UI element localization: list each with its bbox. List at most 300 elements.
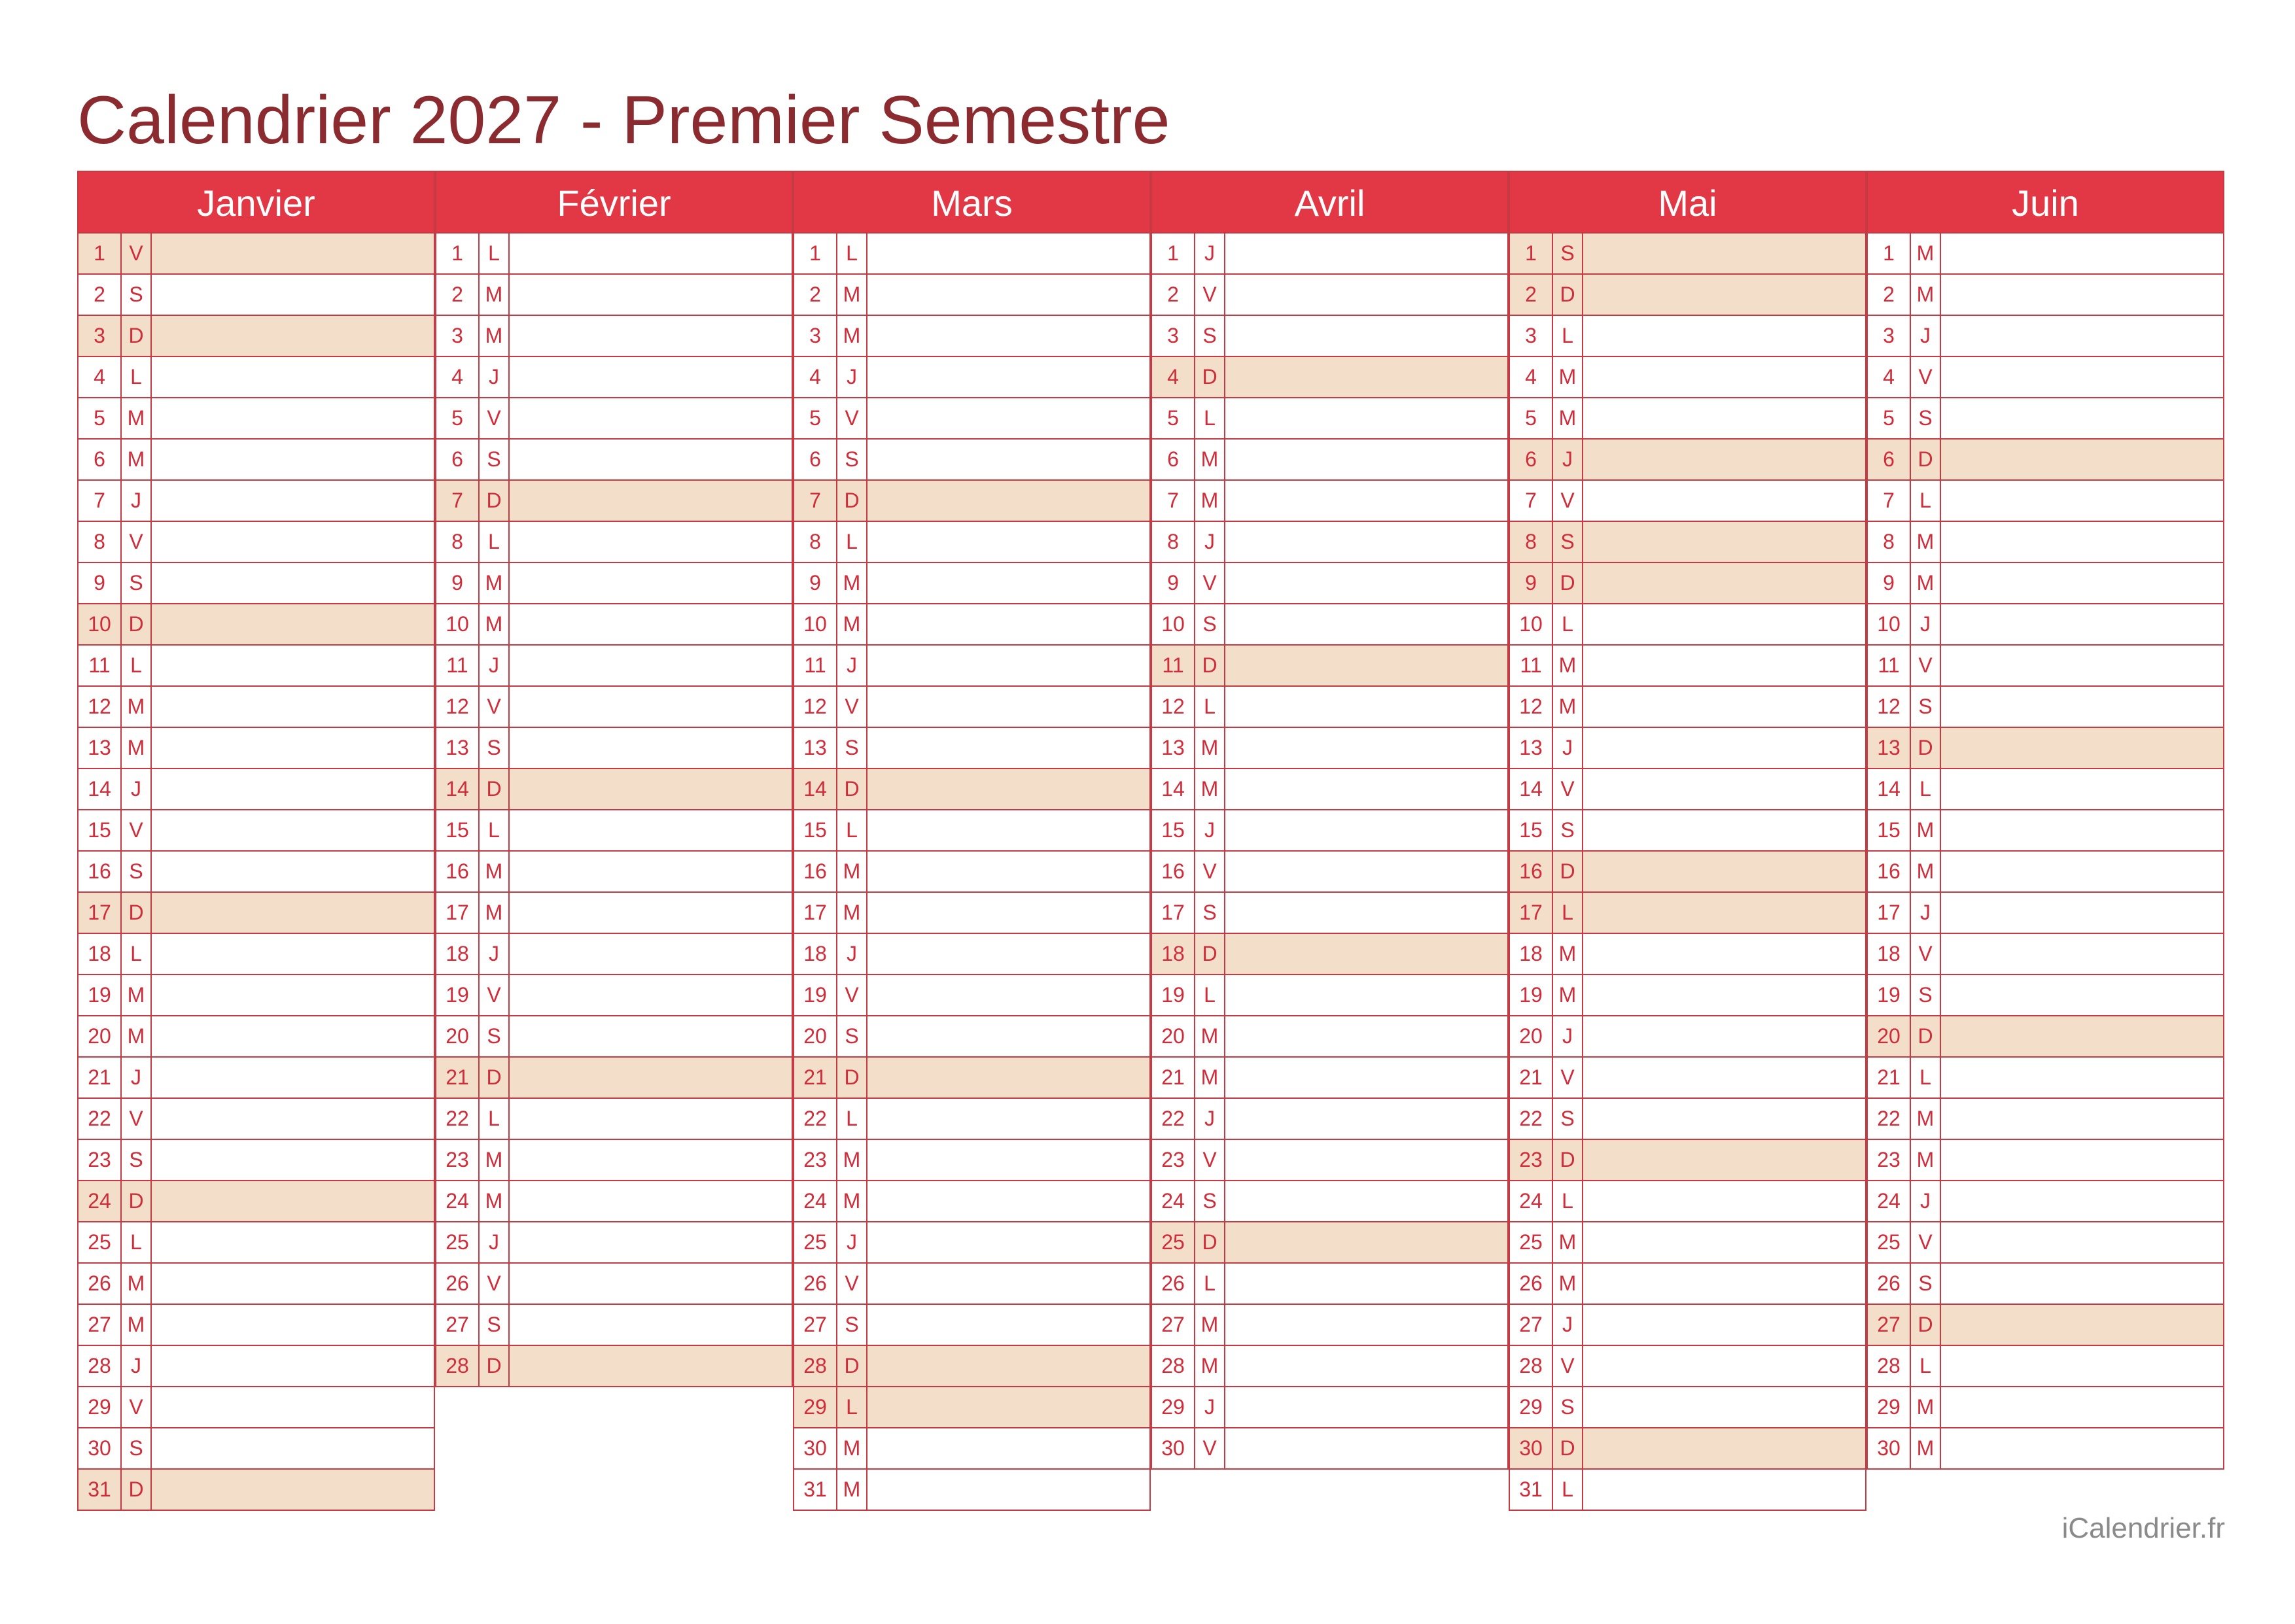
day-number: 10 xyxy=(794,604,837,644)
day-notes-cell xyxy=(152,1264,434,1304)
day-number: 1 xyxy=(794,233,837,273)
day-number: 27 xyxy=(1868,1305,1911,1345)
day-notes-cell xyxy=(1583,728,1865,768)
weekday-letter: S xyxy=(1553,522,1583,562)
weekday-letter: D xyxy=(122,1470,152,1510)
day-row xyxy=(1151,1264,1509,1305)
weekday-letter: V xyxy=(1195,852,1225,891)
day-row xyxy=(793,440,1151,481)
day-notes-cell xyxy=(867,728,1149,768)
day-number: 25 xyxy=(1510,1222,1553,1262)
day-notes-cell xyxy=(510,1222,792,1262)
day-number: 27 xyxy=(1510,1305,1553,1345)
weekday-letter: L xyxy=(480,233,510,273)
day-number: 30 xyxy=(1510,1428,1553,1468)
day-number: 22 xyxy=(79,1099,122,1139)
weekday-letter: M xyxy=(1195,1305,1225,1345)
day-row xyxy=(1866,975,2224,1016)
day-notes-cell xyxy=(1941,1428,2223,1468)
day-row xyxy=(1151,934,1509,975)
weekday-letter: M xyxy=(1195,440,1225,479)
weekday-letter: L xyxy=(1553,1470,1583,1510)
day-number: 13 xyxy=(1510,728,1553,768)
day-number: 14 xyxy=(794,769,837,809)
day-notes-cell xyxy=(1941,934,2223,974)
day-notes-cell xyxy=(510,522,792,562)
day-number: 23 xyxy=(79,1140,122,1180)
day-notes-cell xyxy=(1225,1222,1507,1262)
day-row xyxy=(1509,852,1866,893)
day-number: 27 xyxy=(436,1305,480,1345)
day-number: 8 xyxy=(436,522,480,562)
month-header: Février xyxy=(435,171,793,233)
day-number: 3 xyxy=(1868,316,1911,356)
day-notes-cell xyxy=(1583,275,1865,315)
day-number: 5 xyxy=(1510,398,1553,438)
day-number: 24 xyxy=(1152,1181,1195,1221)
day-row xyxy=(1866,604,2224,646)
day-row xyxy=(77,975,435,1016)
day-notes-cell xyxy=(1583,398,1865,438)
day-number: 20 xyxy=(1510,1016,1553,1056)
day-notes-cell xyxy=(152,1305,434,1345)
weekday-letter: S xyxy=(122,563,152,603)
weekday-letter: V xyxy=(1553,481,1583,521)
day-row xyxy=(435,1222,793,1264)
day-row xyxy=(1866,398,2224,440)
day-notes-cell xyxy=(152,275,434,315)
weekday-letter: M xyxy=(1911,1099,1941,1139)
day-row xyxy=(793,1470,1151,1511)
day-notes-cell xyxy=(867,975,1149,1015)
weekday-letter: J xyxy=(1911,1181,1941,1221)
day-number: 19 xyxy=(1152,975,1195,1015)
day-row xyxy=(1151,1058,1509,1099)
day-notes-cell xyxy=(1583,934,1865,974)
day-number: 30 xyxy=(79,1428,122,1468)
day-number: 19 xyxy=(79,975,122,1015)
weekday-letter: V xyxy=(480,975,510,1015)
day-number: 7 xyxy=(79,481,122,521)
day-number: 18 xyxy=(436,934,480,974)
day-row xyxy=(1509,1264,1866,1305)
day-notes-cell xyxy=(1583,1140,1865,1180)
day-notes-cell xyxy=(152,440,434,479)
day-row xyxy=(77,233,435,275)
weekday-letter: S xyxy=(1553,810,1583,850)
day-row xyxy=(435,1346,793,1387)
day-row xyxy=(77,852,435,893)
day-notes-cell xyxy=(510,1140,792,1180)
day-number: 31 xyxy=(79,1470,122,1510)
weekday-letter: M xyxy=(1553,687,1583,727)
day-notes-cell xyxy=(867,522,1149,562)
day-number: 5 xyxy=(1868,398,1911,438)
day-notes-cell xyxy=(510,687,792,727)
day-notes-cell xyxy=(867,1222,1149,1262)
day-number: 3 xyxy=(794,316,837,356)
day-number: 16 xyxy=(79,852,122,891)
day-number: 18 xyxy=(1868,934,1911,974)
day-row xyxy=(1509,769,1866,810)
day-number: 17 xyxy=(794,893,837,933)
day-row xyxy=(1151,1387,1509,1428)
day-number: 11 xyxy=(1868,646,1911,685)
day-number: 13 xyxy=(1152,728,1195,768)
day-number: 19 xyxy=(436,975,480,1015)
day-number: 4 xyxy=(1510,357,1553,397)
weekday-letter: L xyxy=(1911,769,1941,809)
weekday-letter: V xyxy=(1911,357,1941,397)
day-row xyxy=(77,1058,435,1099)
day-row xyxy=(793,1305,1151,1346)
weekday-letter: M xyxy=(1553,1264,1583,1304)
weekday-letter: S xyxy=(837,440,867,479)
weekday-letter: M xyxy=(837,563,867,603)
day-row xyxy=(1866,1140,2224,1181)
weekday-letter: S xyxy=(837,1305,867,1345)
weekday-letter: S xyxy=(480,728,510,768)
day-number: 30 xyxy=(1868,1428,1911,1468)
day-row xyxy=(793,1222,1151,1264)
day-notes-cell xyxy=(1583,975,1865,1015)
day-notes-cell xyxy=(1941,604,2223,644)
day-row xyxy=(435,1058,793,1099)
day-number: 13 xyxy=(794,728,837,768)
day-notes-cell xyxy=(152,769,434,809)
weekday-letter: L xyxy=(122,357,152,397)
day-row xyxy=(793,1428,1151,1470)
weekday-letter: V xyxy=(1553,1058,1583,1097)
day-notes-cell xyxy=(1941,893,2223,933)
day-row xyxy=(77,1181,435,1222)
day-number: 12 xyxy=(794,687,837,727)
day-number: 17 xyxy=(1868,893,1911,933)
weekday-letter: J xyxy=(837,934,867,974)
day-row xyxy=(1151,563,1509,604)
day-notes-cell xyxy=(1583,316,1865,356)
day-number: 9 xyxy=(794,563,837,603)
day-row xyxy=(1151,398,1509,440)
day-number: 17 xyxy=(79,893,122,933)
day-notes-cell xyxy=(1583,1264,1865,1304)
day-row xyxy=(435,934,793,975)
weekday-letter: M xyxy=(1553,1222,1583,1262)
weekday-letter: V xyxy=(837,1264,867,1304)
day-notes-cell xyxy=(867,440,1149,479)
day-notes-cell xyxy=(510,1099,792,1139)
weekday-letter: V xyxy=(1195,1428,1225,1468)
weekday-letter: M xyxy=(837,275,867,315)
weekday-letter: J xyxy=(1553,1016,1583,1056)
day-row xyxy=(1866,1181,2224,1222)
weekday-letter: D xyxy=(837,769,867,809)
day-number: 5 xyxy=(1152,398,1195,438)
day-notes-cell xyxy=(1941,1181,2223,1221)
day-notes-cell xyxy=(510,646,792,685)
day-notes-cell xyxy=(867,481,1149,521)
day-number: 10 xyxy=(1510,604,1553,644)
day-notes-cell xyxy=(1583,1181,1865,1221)
weekday-letter: S xyxy=(480,440,510,479)
day-number: 30 xyxy=(794,1428,837,1468)
weekday-letter: V xyxy=(480,1264,510,1304)
day-number: 25 xyxy=(79,1222,122,1262)
day-notes-cell xyxy=(152,522,434,562)
day-number: 26 xyxy=(79,1264,122,1304)
weekday-letter: M xyxy=(837,604,867,644)
day-number: 22 xyxy=(1868,1099,1911,1139)
weekday-letter: D xyxy=(480,481,510,521)
day-number: 16 xyxy=(1868,852,1911,891)
day-number: 9 xyxy=(1510,563,1553,603)
day-number: 9 xyxy=(436,563,480,603)
day-number: 21 xyxy=(1868,1058,1911,1097)
day-notes-cell xyxy=(1941,975,2223,1015)
weekday-letter: M xyxy=(1195,481,1225,521)
day-notes-cell xyxy=(1583,563,1865,603)
weekday-letter: L xyxy=(122,1222,152,1262)
day-notes-cell xyxy=(1583,852,1865,891)
day-number: 10 xyxy=(79,604,122,644)
day-notes-cell xyxy=(1941,522,2223,562)
day-number: 21 xyxy=(1510,1058,1553,1097)
day-notes-cell xyxy=(152,728,434,768)
day-row xyxy=(1866,1222,2224,1264)
day-notes-cell xyxy=(1225,275,1507,315)
weekday-letter: L xyxy=(480,522,510,562)
day-number: 13 xyxy=(1868,728,1911,768)
day-row xyxy=(1151,1140,1509,1181)
day-row xyxy=(1866,1099,2224,1140)
day-row xyxy=(435,1016,793,1058)
day-notes-cell xyxy=(1225,398,1507,438)
weekday-letter: L xyxy=(1553,1181,1583,1221)
day-number: 26 xyxy=(794,1264,837,1304)
weekday-letter: J xyxy=(1195,1387,1225,1427)
day-row xyxy=(1509,1181,1866,1222)
weekday-letter: M xyxy=(837,852,867,891)
day-row xyxy=(77,893,435,934)
day-notes-cell xyxy=(1225,563,1507,603)
day-notes-cell xyxy=(1583,440,1865,479)
day-notes-cell xyxy=(1225,440,1507,479)
day-number: 4 xyxy=(436,357,480,397)
weekday-letter: M xyxy=(1553,646,1583,685)
weekday-letter: M xyxy=(480,893,510,933)
day-number: 28 xyxy=(1510,1346,1553,1386)
weekday-letter: V xyxy=(1911,1222,1941,1262)
day-notes-cell xyxy=(867,934,1149,974)
weekday-letter: S xyxy=(1553,233,1583,273)
day-row xyxy=(435,233,793,275)
weekday-letter: L xyxy=(837,522,867,562)
day-number: 8 xyxy=(79,522,122,562)
day-row xyxy=(1509,398,1866,440)
day-number: 2 xyxy=(1152,275,1195,315)
day-row xyxy=(435,975,793,1016)
day-row xyxy=(1866,893,2224,934)
day-row xyxy=(77,1387,435,1428)
day-number: 6 xyxy=(1868,440,1911,479)
day-row xyxy=(77,357,435,398)
weekday-letter: S xyxy=(1195,1181,1225,1221)
day-number: 4 xyxy=(79,357,122,397)
day-number: 20 xyxy=(436,1016,480,1056)
day-notes-cell xyxy=(510,357,792,397)
weekday-letter: L xyxy=(1195,1264,1225,1304)
day-number: 29 xyxy=(79,1387,122,1427)
day-row xyxy=(435,1099,793,1140)
day-notes-cell xyxy=(1941,233,2223,273)
day-number: 24 xyxy=(1510,1181,1553,1221)
day-notes-cell xyxy=(1583,893,1865,933)
day-notes-cell xyxy=(1583,646,1865,685)
day-number: 21 xyxy=(79,1058,122,1097)
day-row xyxy=(77,398,435,440)
day-row xyxy=(77,1222,435,1264)
weekday-letter: J xyxy=(1553,1305,1583,1345)
day-row xyxy=(435,563,793,604)
day-row xyxy=(1509,522,1866,563)
weekday-letter: D xyxy=(1553,563,1583,603)
day-notes-cell xyxy=(867,1016,1149,1056)
day-number: 2 xyxy=(1510,275,1553,315)
day-notes-cell xyxy=(1583,1058,1865,1097)
day-number: 2 xyxy=(794,275,837,315)
day-notes-cell xyxy=(152,810,434,850)
day-notes-cell xyxy=(867,1428,1149,1468)
day-row xyxy=(1866,275,2224,316)
weekday-letter: D xyxy=(1195,934,1225,974)
day-notes-cell xyxy=(510,975,792,1015)
day-number: 26 xyxy=(1868,1264,1911,1304)
day-notes-cell xyxy=(510,440,792,479)
day-notes-cell xyxy=(867,687,1149,727)
day-row xyxy=(1866,728,2224,769)
day-notes-cell xyxy=(1583,1305,1865,1345)
weekday-letter: S xyxy=(122,1140,152,1180)
day-row xyxy=(1509,975,1866,1016)
day-number: 8 xyxy=(1510,522,1553,562)
day-notes-cell xyxy=(867,852,1149,891)
day-row xyxy=(1151,522,1509,563)
day-number: 6 xyxy=(1510,440,1553,479)
month-header: Mai xyxy=(1509,171,1866,233)
month-column xyxy=(77,171,435,1511)
weekday-letter: J xyxy=(122,769,152,809)
day-row xyxy=(1151,1428,1509,1470)
day-row xyxy=(793,893,1151,934)
day-row xyxy=(1866,769,2224,810)
day-row xyxy=(793,481,1151,522)
day-number: 16 xyxy=(1152,852,1195,891)
day-row xyxy=(77,1428,435,1470)
weekday-letter: M xyxy=(837,1181,867,1221)
day-notes-cell xyxy=(867,1346,1149,1386)
day-number: 14 xyxy=(1868,769,1911,809)
day-notes-cell xyxy=(510,852,792,891)
day-notes-cell xyxy=(1941,1099,2223,1139)
day-number: 2 xyxy=(436,275,480,315)
weekday-letter: J xyxy=(1911,604,1941,644)
day-notes-cell xyxy=(1225,1140,1507,1180)
weekday-letter: J xyxy=(480,357,510,397)
day-notes-cell xyxy=(1583,1016,1865,1056)
weekday-letter: M xyxy=(480,563,510,603)
day-number: 13 xyxy=(79,728,122,768)
weekday-letter: J xyxy=(837,357,867,397)
day-number: 27 xyxy=(794,1305,837,1345)
weekday-letter: D xyxy=(480,769,510,809)
day-notes-cell xyxy=(1225,357,1507,397)
day-number: 15 xyxy=(436,810,480,850)
day-row xyxy=(435,1264,793,1305)
day-number: 5 xyxy=(79,398,122,438)
day-number: 15 xyxy=(79,810,122,850)
day-number: 19 xyxy=(794,975,837,1015)
day-notes-cell xyxy=(510,481,792,521)
weekday-letter: J xyxy=(1553,440,1583,479)
day-number: 6 xyxy=(794,440,837,479)
day-row xyxy=(1509,1387,1866,1428)
day-row xyxy=(1509,1016,1866,1058)
day-number: 23 xyxy=(794,1140,837,1180)
day-notes-cell xyxy=(1225,810,1507,850)
weekday-letter: S xyxy=(122,852,152,891)
weekday-letter: V xyxy=(1195,1140,1225,1180)
weekday-letter: J xyxy=(1911,893,1941,933)
weekday-letter: M xyxy=(837,1470,867,1510)
day-notes-cell xyxy=(1941,810,2223,850)
weekday-letter: S xyxy=(1911,975,1941,1015)
weekday-letter: S xyxy=(1911,398,1941,438)
day-row xyxy=(1151,975,1509,1016)
day-notes-cell xyxy=(1583,687,1865,727)
day-number: 28 xyxy=(1152,1346,1195,1386)
day-number: 22 xyxy=(1152,1099,1195,1139)
day-row xyxy=(1151,893,1509,934)
weekday-letter: M xyxy=(480,852,510,891)
weekday-letter: V xyxy=(1553,769,1583,809)
weekday-letter: D xyxy=(1195,646,1225,685)
day-row xyxy=(77,1099,435,1140)
day-row xyxy=(793,522,1151,563)
day-notes-cell xyxy=(1941,1346,2223,1386)
day-row xyxy=(1509,275,1866,316)
weekday-letter: L xyxy=(1195,398,1225,438)
weekday-letter: M xyxy=(1553,398,1583,438)
day-row xyxy=(1151,646,1509,687)
day-row xyxy=(1151,233,1509,275)
day-number: 24 xyxy=(794,1181,837,1221)
weekday-letter: D xyxy=(480,1058,510,1097)
day-row xyxy=(793,1264,1151,1305)
weekday-letter: V xyxy=(122,522,152,562)
day-number: 14 xyxy=(1152,769,1195,809)
day-number: 11 xyxy=(436,646,480,685)
day-notes-cell xyxy=(510,398,792,438)
day-row xyxy=(793,934,1151,975)
day-row xyxy=(1151,1099,1509,1140)
day-row xyxy=(793,275,1151,316)
day-number: 8 xyxy=(1868,522,1911,562)
weekday-letter: M xyxy=(1553,975,1583,1015)
day-notes-cell xyxy=(152,1387,434,1427)
day-number: 10 xyxy=(1868,604,1911,644)
day-row xyxy=(1151,604,1509,646)
day-number: 17 xyxy=(436,893,480,933)
